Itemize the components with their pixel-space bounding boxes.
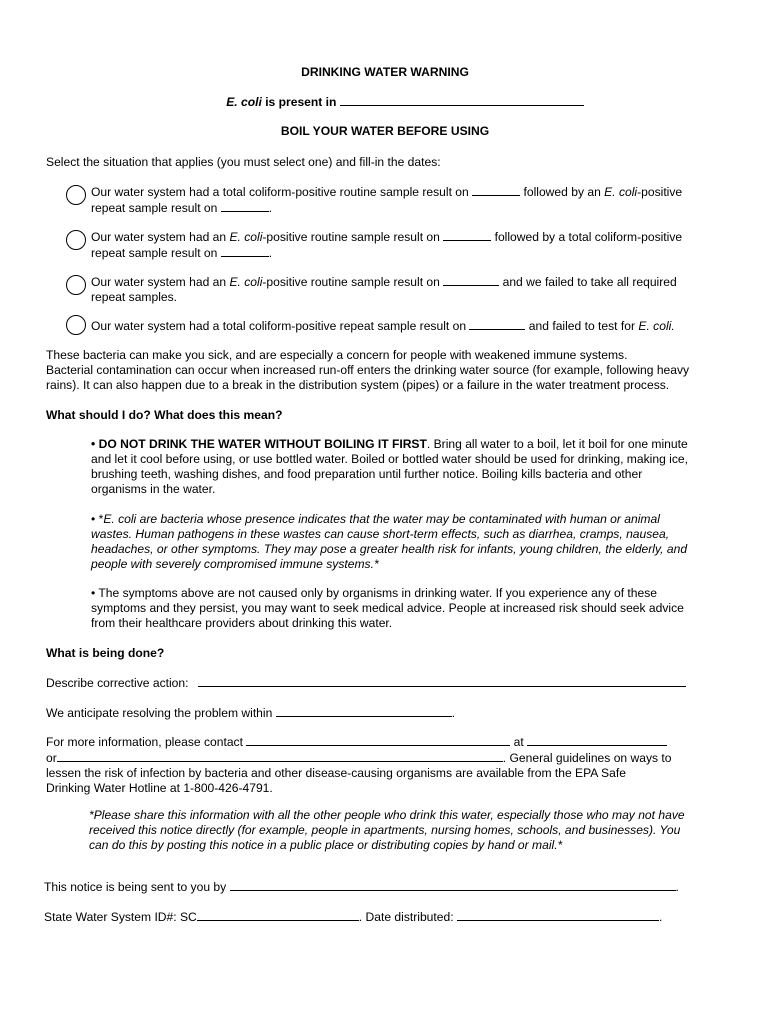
option-2-text [91,229,721,261]
share-note-line-2: received this notice directly (for example, people in apartments, nursing homes, schools, and businesses). You [89,823,681,837]
option-2-date-1-blank[interactable] [443,229,491,241]
option-3-text-b: -positive routine sample result on [262,275,444,289]
option-3-text-d: repeat samples. [91,290,178,304]
option-4-text-a: Our water system had a total coliform-positive repeat sample result on [91,319,470,333]
bacteria-line-3: rains). It can also happen due to a break in the distribution system (pipes) or a failure in the water treatment process. [46,378,670,392]
bullet-1-line-4: organisms in the water. [91,482,216,496]
bullet-1-line-1: . Bring all water to a boil, let it boil for one minute [426,437,688,451]
option-2-date-2-blank[interactable] [221,245,269,257]
ecoli-label: E. coli [226,95,262,109]
contact-at-label: at [510,735,528,749]
bullet-1 [91,437,721,497]
option-2-text-c: followed by a total coliform-positive [491,230,683,244]
select-instruction: Select the situation that applies (you must select one) and fill-in the dates: [46,155,441,169]
system-id-row [44,909,744,925]
corrective-action-blank[interactable] [198,675,686,687]
option-2-text-a: Our water system had an [91,230,230,244]
option-3-text-c: and we failed to take all required [499,275,677,289]
option-1-text-d: repeat sample result on [91,201,221,215]
location-blank[interactable] [340,94,584,106]
system-id-label: State Water System ID#: SC [44,910,197,924]
bullet-2 [91,512,721,572]
option-1-ecoli: E. coli [604,185,638,199]
share-note-line-3: can do this by posting this notice in a public place or distributing copies by hand or mail.* [89,838,563,852]
option-2-text-d: repeat sample result on [91,246,221,260]
contact-line-3: lessen the risk of infection by bacteria and other disease-causing organisms are available from the EPA Safe [46,766,626,780]
sent-by-row [44,879,744,895]
resolving-blank[interactable] [276,705,452,717]
bacteria-line-1: These bacteria can make you sick, and are especially a concern for people with weakened immune systems. [46,348,628,362]
what-is-being-done-heading: What is being done? [46,646,165,660]
resolving-period: . [451,706,456,720]
system-id-blank[interactable] [197,909,359,921]
bullet-2-line-2: wastes. Human pathogens in these wastes can cause short-term effects, such as diarrhea, cramps, nausea, [91,527,670,541]
corrective-action-label: Describe corrective action: [46,676,189,690]
share-note [89,808,729,853]
option-2-text-b: -positive routine sample result on [262,230,444,244]
option-1-period: . [268,201,273,215]
option-1-text-c: -positive [637,185,683,199]
what-should-i-do-heading: What should I do? What does this mean? [46,408,283,422]
option-2-ecoli: E. coli [229,230,263,244]
date-distributed-label: . Date distributed: [358,910,457,924]
option-1-radio[interactable] [66,185,86,205]
bullet-1-line-3: brushing teeth, washing dishes, and food preparation until further notice. Boiling kills bacteria and other [91,467,643,481]
option-2-radio[interactable] [66,230,86,250]
ecoli-present-line [0,94,770,110]
option-3-ecoli: E. coli [229,275,263,289]
contact-or-label: or [46,751,57,765]
page-title: DRINKING WATER WARNING [301,65,469,79]
option-1-date-2-blank[interactable] [221,200,269,212]
option-3-text [91,274,721,305]
option-4-date-blank[interactable] [469,318,525,330]
bullet-3-line-2: symptoms and they persist, you may want to seek medical advice. People at increased risk should seek advice [91,601,684,615]
contact-name-blank[interactable] [246,734,510,746]
bullet-3-line-3: from their healthcare providers about drinking this water. [91,616,393,630]
sent-by-period: . [675,880,679,894]
corrective-action-row [46,675,746,691]
bacteria-paragraph [46,348,746,393]
boil-heading: BOIL YOUR WATER BEFORE USING [280,124,490,138]
contact-alt-blank[interactable] [57,750,503,762]
option-1-date-1-blank[interactable] [472,184,520,196]
resolving-label: We anticipate resolving the problem within [46,706,276,720]
option-3-text-a: Our water system had an [91,275,230,289]
present-in-label: is present in [261,95,340,109]
bullet-1-bold: • DO NOT DRINK THE WATER WITHOUT BOILING IT FIRST [91,437,427,451]
contact-line-4: Drinking Water Hotline at 1-800-426-4791. [46,781,273,795]
option-1-text-b: followed by an [520,185,605,199]
contact-paragraph [46,734,746,796]
sent-by-blank[interactable] [230,879,676,891]
bacteria-line-2: Bacterial contamination can occur when increased run-off enters the drinking water source (for example, following heavy [46,363,690,377]
option-1-text-a: Our water system had a total coliform-positive routine sample result on [91,185,473,199]
option-3-radio[interactable] [66,275,86,295]
option-4-radio[interactable] [66,315,86,335]
bullet-3-line-1: • The symptoms above are not caused only by organisms in drinking water. If you experience any of these [91,586,658,600]
contact-phone-blank[interactable] [527,734,667,746]
bullet-2-line-3: headaches, or other symptoms. They may pose a greater health risk for infants, young children, the elderly, and [91,542,688,556]
option-4-text [91,318,721,334]
option-4-text-b: and failed to test for [525,319,639,333]
bullet-2-line-1: E. coli are bacteria whose presence indicates that the water may be contaminated with human or animal [103,512,660,526]
resolving-row [46,705,726,721]
option-3-date-blank[interactable] [443,274,499,286]
option-2-period: . [268,246,273,260]
bullet-3 [91,586,721,631]
date-distributed-blank[interactable] [457,909,659,921]
option-4-ecoli: E. coli. [638,319,675,333]
contact-label: For more information, please contact [46,735,247,749]
share-note-line-1: *Please share this information with all the other people who drink this water, especially those who may not have [89,808,685,822]
system-id-period: . [658,910,663,924]
bullet-2-line-4: people with severely compromised immune systems.* [91,557,379,571]
bullet-2-prefix: • * [91,512,104,526]
bullet-1-line-2: and let it cool before using, or use bottled water. Boiled or bottled water should be used for drinking, making ice, [91,452,688,466]
contact-guidelines-text: . General guidelines on ways to [502,751,672,765]
option-1-text [91,184,721,216]
sent-by-label: This notice is being sent to you by [44,880,230,894]
